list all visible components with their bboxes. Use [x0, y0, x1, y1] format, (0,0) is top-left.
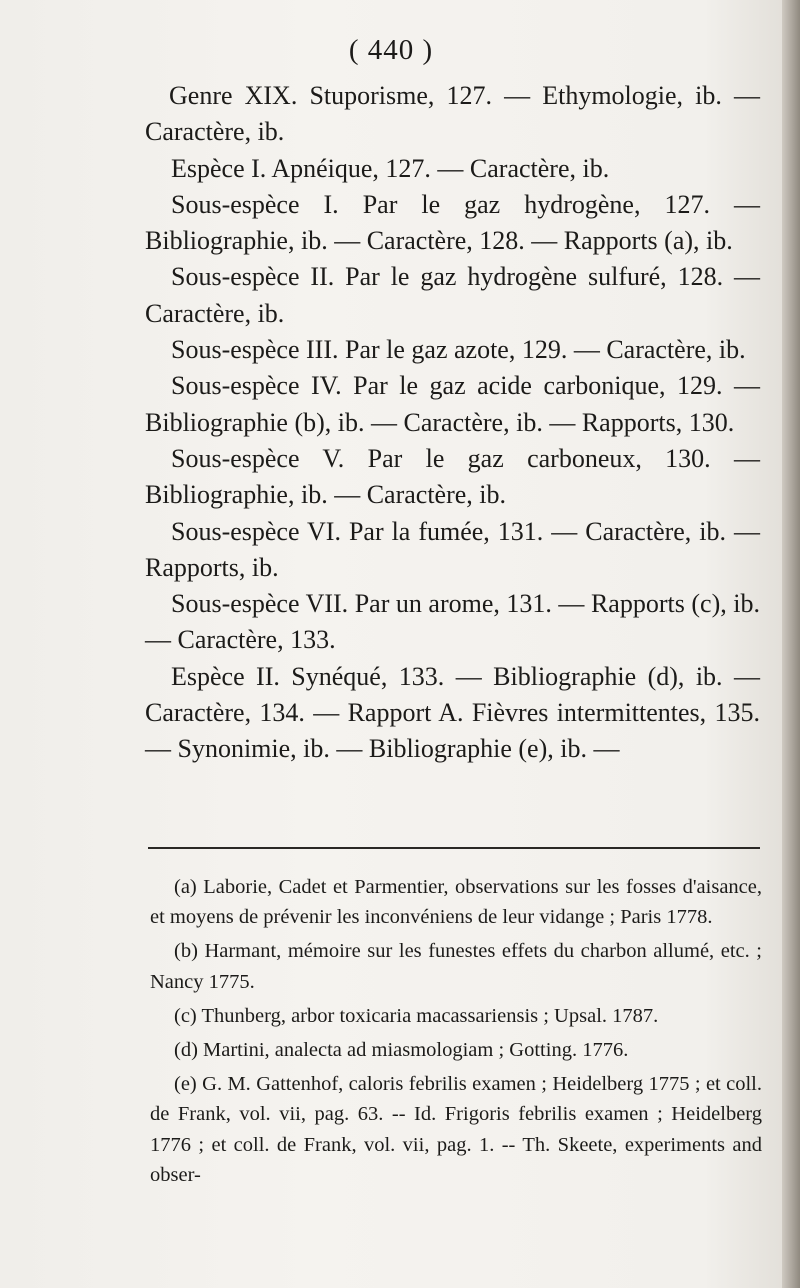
index-entry-genre-xix: Genre XIX. Stuporisme, 127. — Ethymologie, ib. — Caractère, ib. [145, 81, 760, 147]
index-entry-sous-espece-6: Sous-espèce VI. Par la fumée, 131. — Caractère, ib. — Rapports, ib. [145, 516, 760, 582]
footnotes [150, 872, 762, 1194]
footnote-a: (a) Laborie, Cadet et Parmentier, observations sur les fosses d'aisance, et moyens de prévenir les inconvéniens de leur vidange ; Paris 1778. [150, 876, 762, 929]
index-entry-espece-1: Espèce I. Apnéique, 127. — Caractère, ib. [171, 153, 610, 183]
index-entry-sous-espece-7: Sous-espèce VII. Par un arome, 131. — Rapports (c), ib. — Caractère, 133. [145, 589, 760, 655]
footnote-b: (b) Harmant, mémoire sur les funestes effets du charbon allumé, etc. ; Nancy 1775. [150, 940, 762, 993]
footnote-divider [148, 847, 760, 849]
footnote-e: (e) G. M. Gattenhof, caloris febrilis examen ; Heidelberg 1775 ; et coll. de Frank, vol. vii, pag. 63. -- Id. Frigoris febrilis examen ; Heidelberg 1776 ; et coll. de Frank, vol. vii, pag. 1. -- Th. Skeete, experiments and obser- [150, 1073, 762, 1186]
index-entry-sous-espece-1: Sous-espèce I. Par le gaz hydrogène, 127. — Bibliographie, ib. — Caractère, 128. — Rapports (a), ib. [145, 189, 760, 256]
page-number: ( 440 ) [348, 34, 434, 66]
index-entry-sous-espece-5: Sous-espèce V. Par le gaz carboneux, 130. — Bibliographie, ib. — Caractère, ib. [145, 443, 760, 510]
index-entry-sous-espece-4: Sous-espèce IV. Par le gaz acide carbonique, 129. — Bibliographie (b), ib. — Caractère, ib. — Rapports, 130. [145, 371, 760, 437]
index-entry-espece-2: Espèce II. Synéqué, 133. — Bibliographie (d), ib. — Caractère, 134. — Rapport A. Fièvres intermittentes, 135. — Synonimie, ib. — Bibliographie (e), ib. — [145, 661, 760, 764]
index-entries [145, 78, 760, 768]
page-spine-shadow [782, 0, 800, 1288]
footnote-d: (d) Martini, analecta ad miasmologiam ; Gotting. 1776. [174, 1039, 629, 1062]
index-entry-sous-espece-2: Sous-espèce II. Par le gaz hydrogène sulfuré, 128. — Caractère, ib. [145, 262, 760, 328]
footnote-c: (c) Thunberg, arbor toxicaria macassariensis ; Upsal. 1787. [174, 1004, 659, 1027]
index-entry-sous-espece-3: Sous-espèce III. Par le gaz azote, 129. — Caractère, ib. [171, 335, 746, 365]
